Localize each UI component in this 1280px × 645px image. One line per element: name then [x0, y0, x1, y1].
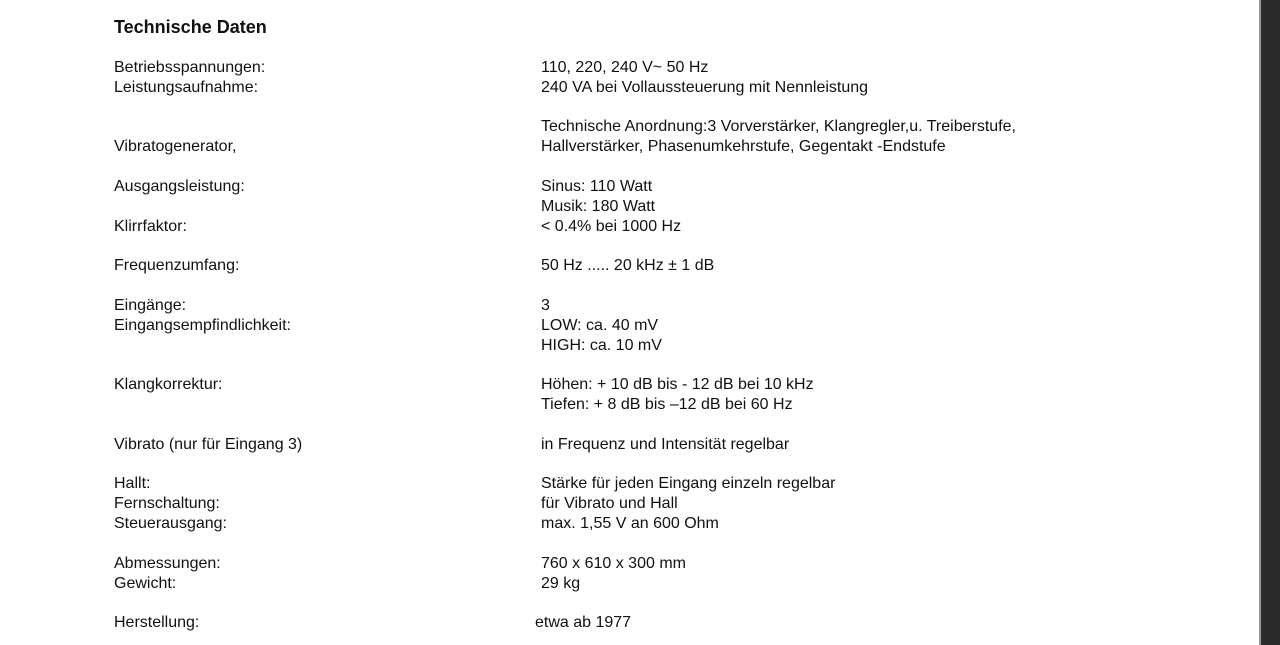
- spec-value-steuerausgang: max. 1,55 V an 600 Ohm: [541, 515, 719, 532]
- spec-label-fernschaltung: Fernschaltung:: [114, 495, 220, 512]
- spec-label-gewicht: Gewicht:: [114, 575, 177, 592]
- spec-label-eingaenge: Eingänge:: [114, 297, 187, 314]
- spec-value-vibrato: in Frequenz und Intensität regelbar: [541, 436, 790, 453]
- spec-label-betriebsspannungen: Betriebsspannungen:: [114, 59, 266, 76]
- spec-value-herstellung: etwa ab 1977: [535, 614, 632, 631]
- spec-label-vibrato: Vibrato (nur für Eingang 3): [114, 436, 303, 453]
- spec-value-ausgangsleistung-musik: Musik: 180 Watt: [541, 198, 656, 215]
- spec-label-steuerausgang: Steuerausgang:: [114, 515, 227, 532]
- spec-label-abmessungen: Abmessungen:: [114, 555, 221, 572]
- spec-value-fernschaltung: für Vibrato und Hall: [541, 495, 678, 512]
- spec-label-frequenzumfang: Frequenzumfang:: [114, 257, 240, 274]
- spec-value-betriebsspannungen: 110, 220, 240 V~ 50 Hz: [541, 59, 709, 76]
- spec-value-leistungsaufnahme: 240 VA bei Vollaussteuerung mit Nennleistung: [541, 79, 869, 96]
- spec-value-klangkorrektur-hoehen: Höhen: + 10 dB bis - 12 dB bei 10 kHz: [541, 376, 814, 393]
- spec-value-gewicht: 29 kg: [541, 575, 581, 592]
- spec-value-hallt: Stärke für jeden Eingang einzeln regelbar: [541, 475, 836, 492]
- spec-value-ausgangsleistung-sinus: Sinus: 110 Watt: [541, 178, 653, 195]
- spec-label-herstellung: Herstellung:: [114, 614, 200, 631]
- spec-label-vibratogenerator: Vibratogenerator,: [114, 138, 237, 155]
- spec-value-eingangsempfindlichkeit-high: HIGH: ca. 10 mV: [541, 337, 662, 354]
- spec-label-klirrfaktor: Klirrfaktor:: [114, 218, 187, 235]
- spec-value-eingaenge: 3: [541, 297, 550, 314]
- spec-value-klirrfaktor: < 0.4% bei 1000 Hz: [541, 218, 682, 235]
- spec-value-frequenzumfang: 50 Hz ..... 20 kHz ± 1 dB: [541, 257, 715, 274]
- spec-label-ausgangsleistung: Ausgangsleistung:: [114, 178, 245, 195]
- spec-label-klangkorrektur: Klangkorrektur:: [114, 376, 223, 393]
- spec-label-eingangsempfindlichkeit: Eingangsempfindlichkeit:: [114, 317, 291, 334]
- spec-value-klangkorrektur-tiefen: Tiefen: + 8 dB bis –12 dB bei 60 Hz: [541, 396, 793, 413]
- spec-value-abmessungen: 760 x 610 x 300 mm: [541, 555, 686, 572]
- spec-value-anordnung-line2: Hallverstärker, Phasenumkehrstufe, Gegentakt -Endstufe: [541, 138, 946, 155]
- spec-value-eingangsempfindlichkeit-low: LOW: ca. 40 mV: [541, 317, 659, 334]
- page-title: Technische Daten: [114, 17, 267, 37]
- spec-label-leistungsaufnahme: Leistungsaufnahme:: [114, 79, 259, 96]
- viewer-right-edge: [1261, 0, 1280, 645]
- spec-label-hallt: Hallt:: [114, 475, 151, 492]
- spec-value-anordnung-line1: Technische Anordnung:3 Vorverstärker, Klangregler,u. Treiberstufe,: [541, 118, 1016, 135]
